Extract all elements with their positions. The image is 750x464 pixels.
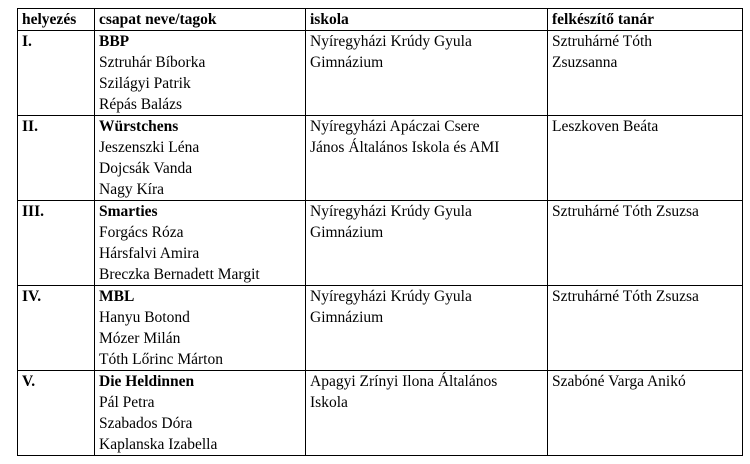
teacher-text: Sztruhárné Tóth	[552, 33, 653, 50]
team-member: Mózer Milán	[99, 330, 181, 347]
school-text: Apagyi Zrínyi Ilona Általános	[310, 373, 498, 390]
teacher-text: Szabóné Varga Anikó	[552, 373, 686, 390]
school-text: Nyíregyházi Krúdy Gyula	[310, 33, 472, 50]
header-team: csapat neve/tagok	[95, 9, 306, 31]
team-cell	[95, 31, 306, 116]
teacher-text: Zsuzsanna	[552, 54, 618, 71]
school-text: Iskola	[310, 394, 348, 411]
header-school: iskola	[306, 9, 548, 31]
teacher-text: Sztruhárné Tóth Zsuzsa	[552, 288, 699, 305]
team-member: Nagy Kíra	[99, 181, 164, 198]
table-row	[18, 371, 743, 456]
team-name: Würstchens	[99, 118, 179, 135]
teacher-cell	[548, 201, 743, 286]
table-row	[18, 286, 743, 371]
school-cell	[306, 371, 548, 456]
team-name: Die Heldinnen	[99, 373, 195, 390]
school-text: Gimnázium	[310, 309, 384, 326]
teacher-cell	[548, 116, 743, 201]
team-member: Szabados Dóra	[99, 415, 193, 432]
teacher-text: Sztruhárné Tóth Zsuzsa	[552, 203, 699, 220]
header-row	[18, 9, 743, 31]
rank-cell: IV.	[18, 286, 95, 371]
team-name: MBL	[99, 288, 135, 305]
school-cell	[306, 201, 548, 286]
team-name: BBP	[99, 33, 130, 50]
teacher-text: Leszkoven Beáta	[552, 118, 659, 135]
rank-cell: I.	[18, 31, 95, 116]
team-member: Pál Petra	[99, 394, 155, 411]
rank-cell: III.	[18, 201, 95, 286]
team-member: Tóth Lőrinc Márton	[99, 351, 223, 368]
team-member: Dojcsák Vanda	[99, 160, 193, 177]
team-member: Breczka Bernadett Margit	[99, 266, 260, 283]
team-member: Forgács Róza	[99, 224, 184, 241]
table-row	[18, 201, 743, 286]
teacher-cell	[548, 286, 743, 371]
team-member: Szilágyi Patrik	[99, 75, 191, 92]
team-member: Kaplanska Izabella	[99, 436, 218, 453]
school-cell	[306, 116, 548, 201]
school-cell	[306, 286, 548, 371]
table-row	[18, 31, 743, 116]
team-member: Hanyu Botond	[99, 309, 190, 326]
teacher-cell	[548, 371, 743, 456]
school-text: Gimnázium	[310, 224, 384, 241]
school-text: Nyíregyházi Krúdy Gyula	[310, 203, 472, 220]
teacher-cell	[548, 31, 743, 116]
team-member: Jeszenszki Léna	[99, 139, 200, 156]
team-member: Répás Balázs	[99, 96, 183, 113]
team-cell	[95, 286, 306, 371]
school-text: Gimnázium	[310, 54, 384, 71]
rank-cell: V.	[18, 371, 95, 456]
rank-cell: II.	[18, 116, 95, 201]
school-text: Nyíregyházi Apáczai Csere	[310, 118, 480, 135]
school-text: János Általános Iskola és AMI	[310, 139, 500, 156]
results-table	[17, 8, 743, 456]
team-name: Smarties	[99, 203, 158, 220]
header-teacher: felkészítő tanár	[548, 9, 743, 31]
team-member: Sztruhár Bíborka	[99, 54, 206, 71]
table-body	[18, 31, 743, 456]
team-cell	[95, 371, 306, 456]
header-rank: helyezés	[18, 9, 95, 31]
school-cell	[306, 31, 548, 116]
team-member: Hársfalvi Amira	[99, 245, 200, 262]
table-row	[18, 116, 743, 201]
team-cell	[95, 116, 306, 201]
school-text: Nyíregyházi Krúdy Gyula	[310, 288, 472, 305]
team-cell	[95, 201, 306, 286]
